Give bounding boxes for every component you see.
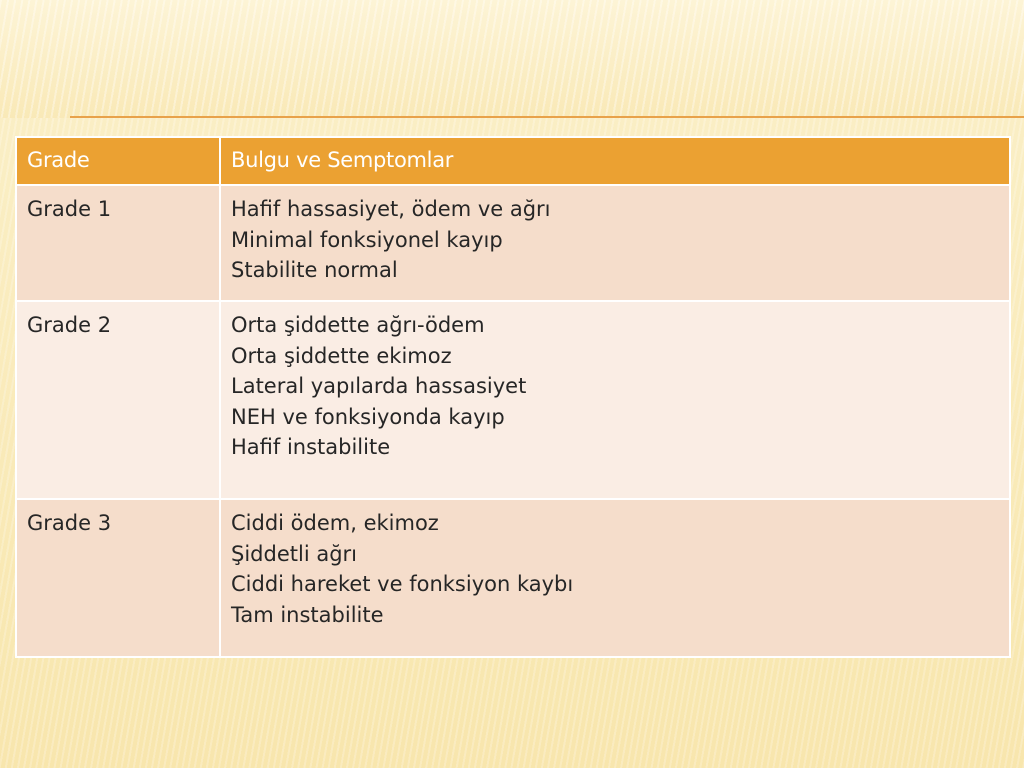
symptom-line: Minimal fonksiyonel kayıp — [231, 227, 503, 252]
symptom-line: Stabilite normal — [231, 258, 398, 282]
symptom-line: Orta şiddette ağrı-ödem — [231, 313, 485, 337]
slide-title-area — [0, 0, 1024, 118]
table-row — [16, 499, 1010, 657]
grade-cell: Grade 1 — [16, 185, 220, 301]
grade-cell: Grade 3 — [16, 499, 220, 657]
symptom-line: NEH ve fonksiyonda kayıp — [231, 404, 505, 429]
table-header-row — [16, 137, 1010, 185]
grade-table-container — [15, 136, 1009, 658]
grade-cell: Grade 2 — [16, 301, 220, 499]
symptom-line: Şiddetli ağrı — [231, 541, 357, 566]
symptom-line: Ciddi hareket ve fonksiyon kaybı — [231, 572, 574, 596]
symptom-line: Orta şiddette ekimoz — [231, 343, 452, 368]
symptom-line: Lateral yapılarda hassasiyet — [231, 374, 527, 398]
symptom-line: Ciddi ödem, ekimoz — [231, 511, 439, 535]
symptom-line: Tam instabilite — [231, 602, 384, 627]
table-row — [16, 301, 1010, 499]
title-divider-line — [70, 116, 1024, 118]
symptoms-cell — [220, 185, 1010, 301]
symptom-line: Hafif instabilite — [231, 435, 391, 459]
symptoms-cell — [220, 301, 1010, 499]
table-row — [16, 185, 1010, 301]
grade-symptoms-table — [15, 136, 1011, 658]
symptom-line: Hafif hassasiyet, ödem ve ağrı — [231, 197, 551, 221]
header-symptoms: Bulgu ve Semptomlar — [220, 137, 1010, 185]
header-grade: Grade — [16, 137, 220, 185]
symptoms-cell — [220, 499, 1010, 657]
